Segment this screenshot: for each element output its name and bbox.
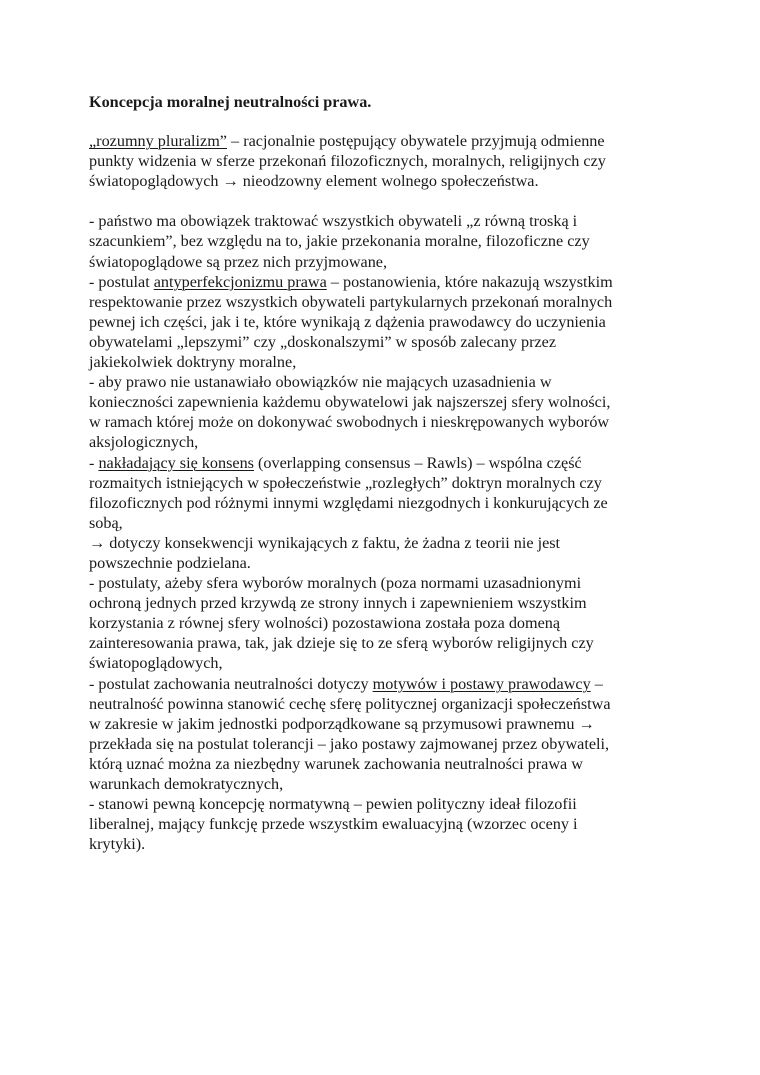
text-line: - państwo ma obowiązek traktować wszystkich obywateli „z równą troską i: [89, 212, 578, 231]
paragraph: [89, 131, 679, 191]
text-line: filozoficznych pod różnymi innymi względami niezgodnych i konkurujących ze: [89, 493, 608, 512]
document-body: [89, 92, 679, 854]
text-line: - postulat antyperfekcjonizmu prawa – postanowienia, które nakazują wszystkim: [89, 272, 613, 291]
text-line: aksjologicznych,: [89, 433, 199, 452]
text-line: światopoglądowe są przez nich przyjmowane,: [89, 252, 388, 271]
text-line: rozmaitych istniejących w społeczeństwie „rozległych” doktryn moralnych czy: [89, 473, 602, 492]
text-line: jakiekolwiek doktryny moralne,: [89, 353, 297, 372]
text-line: zainteresowania prawa, tak, jak dzieje się to ze sferą wyborów religijnych czy: [89, 634, 594, 653]
text-line: liberalnej, mający funkcję przede wszystkim ewaluacyjną (wzorzec oceny i: [89, 815, 578, 834]
underlined-term: antyperfekcjonizmu prawa: [153, 272, 327, 291]
text-line: - postulaty, ażeby sfera wyborów moralnych (poza normami uzasadnionymi: [89, 574, 582, 593]
text-line: korzystania z równej sfery wolności) pozostawiona została poza domeną: [89, 614, 561, 633]
text-line: obywatelami „lepszymi” czy „doskonalszymi” w sposób zalecany przez: [89, 332, 557, 351]
text-line: „rozumny pluralizm” – racjonalnie postępujący obywatele przyjmują odmienne: [89, 132, 605, 150]
text-line: szacunkiem”, bez względu na to, jakie przekonania moralne, filozoficzne czy: [89, 232, 590, 251]
text-line: punkty widzenia w sferze przekonań filozoficznych, moralnych, religijnych czy: [89, 152, 606, 171]
text-line: ochroną jednych przed krzywdą ze strony innych i zapewnieniem wszystkim: [89, 594, 587, 613]
paragraph: [89, 211, 679, 854]
text-line: w zakresie w jakim jednostki podporządkowane są przymusowi prawnemu →: [89, 714, 595, 733]
text-line: - postulat zachowania neutralności dotyczy motywów i postawy prawodawcy –: [89, 674, 603, 693]
underlined-term: nakładający się konsens: [98, 453, 254, 472]
text-line: światopoglądowych → nieodzowny element wolnego społeczeństwa.: [89, 172, 539, 191]
text-line: powszechnie podzielana.: [89, 553, 251, 572]
text-line: konieczności zapewnienia każdemu obywatelowi jak najszerszej sfery wolności,: [89, 393, 611, 412]
document-title: Koncepcja moralnej neutralności prawa.: [89, 93, 372, 111]
text-line: warunkach demokratycznych,: [89, 775, 284, 793]
text-line: - nakładający się konsens (overlapping consensus – Rawls) – wspólna część: [89, 453, 582, 472]
text-line: krytyki).: [89, 835, 146, 854]
text-line: którą uznać można za niezbędny warunek zachowania neutralności prawa w: [89, 754, 583, 773]
text-line: - stanowi pewną koncepcję normatywną – pewien polityczny ideał filozofii: [89, 795, 577, 814]
underlined-term: „rozumny pluralizm”: [89, 132, 227, 150]
underlined-term: motywów i postawy prawodawcy: [372, 674, 591, 693]
text-line: sobą,: [89, 513, 123, 532]
text-line: respektowanie przez wszystkich obywateli partykularnych przekonań moralnych: [89, 292, 613, 311]
text-line: w ramach której może on dokonywać swobodnych i nieskrępowanych wyborów: [89, 413, 610, 432]
text-line: światopoglądowych,: [89, 654, 223, 673]
paragraph-container: [89, 131, 679, 854]
text-line: → dotyczy konsekwencji wynikających z faktu, że żadna z teorii nie jest: [89, 533, 561, 552]
text-line: pewnej ich części, jak i te, które wynikają z dążenia prawodawcy do uczynienia: [89, 312, 606, 331]
text-line: neutralność powinna stanowić cechę sferę politycznej organizacji społeczeństwa: [89, 694, 611, 713]
text-line: przekłada się na postulat tolerancji – jako postawy zajmowanej przez obywateli,: [89, 734, 610, 753]
text-line: - aby prawo nie ustanawiało obowiązków nie mających uzasadnienia w: [89, 373, 552, 392]
